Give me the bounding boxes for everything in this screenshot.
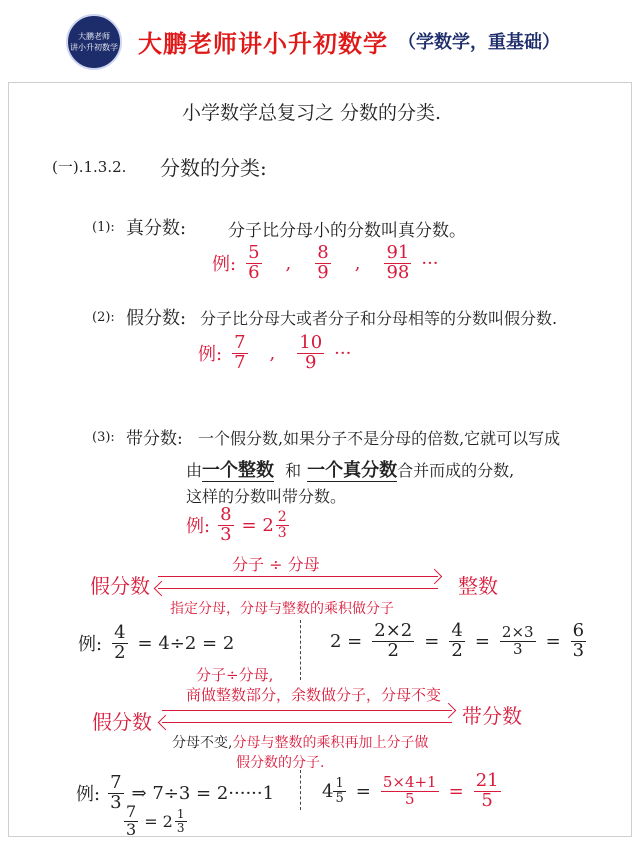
separator: , xyxy=(354,252,361,274)
fraction xyxy=(108,774,123,813)
item3-def-line2 xyxy=(186,456,514,482)
separator: , xyxy=(269,342,276,364)
item3-example xyxy=(186,506,289,545)
denominator: 3 xyxy=(126,819,137,839)
denominator: 9 xyxy=(304,351,317,373)
numerator: 2×3 xyxy=(501,623,534,642)
text: 合并而成的分数, xyxy=(397,461,515,480)
numerator: 4 xyxy=(451,620,463,641)
ex1-left xyxy=(78,624,234,663)
equals-whole: = 2 xyxy=(241,514,274,536)
equals: = xyxy=(545,630,561,652)
logo-text-2: 讲小升初数学 xyxy=(70,43,118,52)
item1-definition: 分子比分母小的分数叫真分数。 xyxy=(228,221,466,241)
denominator: 5 xyxy=(335,790,344,806)
fraction xyxy=(218,506,233,545)
equals: = xyxy=(448,780,464,802)
numerator: 4 xyxy=(114,622,126,643)
example-label: 例: xyxy=(212,254,237,276)
highlight-integer: 一个整数 xyxy=(202,460,275,481)
item2-name: 假分数: xyxy=(126,308,187,329)
denominator: 3 xyxy=(512,639,523,658)
denominator: 2 xyxy=(387,639,399,661)
fraction xyxy=(112,624,127,663)
item1-number: (1): xyxy=(92,220,115,235)
example-label: 例: xyxy=(76,784,101,806)
numerator: 2×2 xyxy=(374,620,413,641)
fraction xyxy=(474,772,501,811)
item2-number: (2): xyxy=(92,310,115,325)
expression: ⇒ 7÷3 = 2······1 xyxy=(131,782,275,804)
denominator: 3 xyxy=(220,523,232,545)
numerator: 5 xyxy=(248,242,260,263)
arrow-left xyxy=(162,722,452,723)
text: 2 = xyxy=(330,630,363,652)
logo-text-1: 大鹏老师 xyxy=(78,32,110,41)
denominator: 98 xyxy=(386,261,410,283)
equals: = xyxy=(355,780,371,802)
arrow-left xyxy=(158,588,438,589)
arrow-right xyxy=(162,710,452,711)
fraction xyxy=(315,244,330,283)
item3-number: (3): xyxy=(92,430,115,445)
fraction xyxy=(571,622,586,661)
equals-whole: = 2 xyxy=(144,811,173,831)
numerator: 8 xyxy=(317,242,329,263)
conv1-bottom-label: 指定分母，分母与整数的乘积做分子 xyxy=(170,601,394,617)
divider-dashed xyxy=(300,770,301,810)
fraction xyxy=(500,625,536,658)
example-label: 例: xyxy=(186,516,211,538)
numerator: 1 xyxy=(176,807,185,822)
divider-dashed xyxy=(300,620,301,680)
conv2-top-line1: 分子÷分母, xyxy=(196,666,274,684)
item3-name: 带分数: xyxy=(126,429,183,449)
numerator: 7 xyxy=(234,332,246,353)
fraction xyxy=(384,244,411,283)
item3-def-line1: 一个假分数,如果分子不是分母的倍数,它就可以写成 xyxy=(198,429,561,448)
header-banner xyxy=(0,0,640,80)
numerator: 8 xyxy=(220,504,232,525)
fraction xyxy=(372,622,414,661)
fraction xyxy=(232,334,247,373)
separator: , xyxy=(285,252,292,274)
conv2-right-label: 带分数 xyxy=(462,704,522,728)
highlight-proper-fraction: 一个真分数 xyxy=(307,460,398,481)
section-label: (一).1.3.2. xyxy=(52,158,127,176)
logo-badge xyxy=(66,14,122,70)
example-label: 例: xyxy=(198,344,223,366)
whole-part: 4 xyxy=(322,780,334,802)
item3-def-line3: 这样的分数叫带分数。 xyxy=(186,487,347,506)
note-heading: 小学数学总复习之 分数的分类. xyxy=(182,102,442,124)
ex1-right xyxy=(330,622,586,661)
denominator: 5 xyxy=(481,789,493,811)
conv2-bottom-line2: 假分数的分子. xyxy=(236,755,325,771)
numerator: 5×4+1 xyxy=(382,773,437,792)
fraction xyxy=(333,777,345,805)
ellipsis: ··· xyxy=(334,342,352,364)
numerator: 91 xyxy=(386,242,410,263)
text: 和 xyxy=(285,461,302,480)
denominator: 3 xyxy=(277,524,287,541)
denominator: 6 xyxy=(248,261,260,283)
numerator: 21 xyxy=(475,770,499,791)
text: 分母与整数的乘积再加上分子做 xyxy=(232,735,429,751)
ex2-left-result xyxy=(124,804,187,839)
fraction xyxy=(246,244,261,283)
equals: = xyxy=(474,630,490,652)
numerator: 2 xyxy=(277,509,287,526)
denominator: 3 xyxy=(176,820,185,835)
numerator: 1 xyxy=(335,776,344,792)
fraction xyxy=(297,334,324,373)
example-label: 例: xyxy=(78,634,103,656)
numerator: 7 xyxy=(110,772,122,793)
conv2-top-line2: 商做整数部分，余数做分子，分母不变 xyxy=(186,686,442,704)
conv1-top-label: 分子 ÷ 分母 xyxy=(232,555,320,574)
arrow-right xyxy=(158,576,438,577)
page-subtitle: （学数学，重基础） xyxy=(398,32,560,53)
denominator: 7 xyxy=(234,351,246,373)
numerator: 7 xyxy=(126,802,137,821)
page-title: 大鹏老师讲小升初数学 xyxy=(138,30,388,58)
conv1-left-label: 假分数 xyxy=(90,574,150,598)
text: 分母不变, xyxy=(172,735,233,751)
numerator: 6 xyxy=(572,620,585,641)
fraction xyxy=(381,775,439,808)
mixed-number xyxy=(322,777,346,805)
denominator: 3 xyxy=(572,639,585,661)
item1-name: 真分数: xyxy=(126,218,187,239)
conv2-bottom-line1 xyxy=(172,732,428,752)
denominator: 2 xyxy=(114,641,126,663)
item2-definition: 分子比分母大或者分子和分母相等的分数叫假分数. xyxy=(200,309,558,328)
denominator: 9 xyxy=(317,261,329,283)
conv2-left-label: 假分数 xyxy=(92,710,152,734)
fraction xyxy=(124,804,138,839)
denominator: 3 xyxy=(110,791,122,813)
text: 由 xyxy=(186,461,203,480)
ellipsis: ··· xyxy=(421,252,439,274)
numerator: 10 xyxy=(299,332,323,353)
denominator: 2 xyxy=(451,639,463,661)
fraction xyxy=(175,808,187,834)
fraction xyxy=(449,622,464,661)
item2-examples xyxy=(198,334,351,373)
section-title: 分数的分类: xyxy=(160,156,267,180)
expression: = 4÷2 = 2 xyxy=(137,632,235,654)
denominator: 5 xyxy=(404,789,415,808)
conv1-right-label: 整数 xyxy=(458,574,498,598)
ex2-right xyxy=(322,772,501,811)
fraction xyxy=(276,510,289,540)
item1-examples xyxy=(212,244,439,283)
equals: = xyxy=(424,630,440,652)
